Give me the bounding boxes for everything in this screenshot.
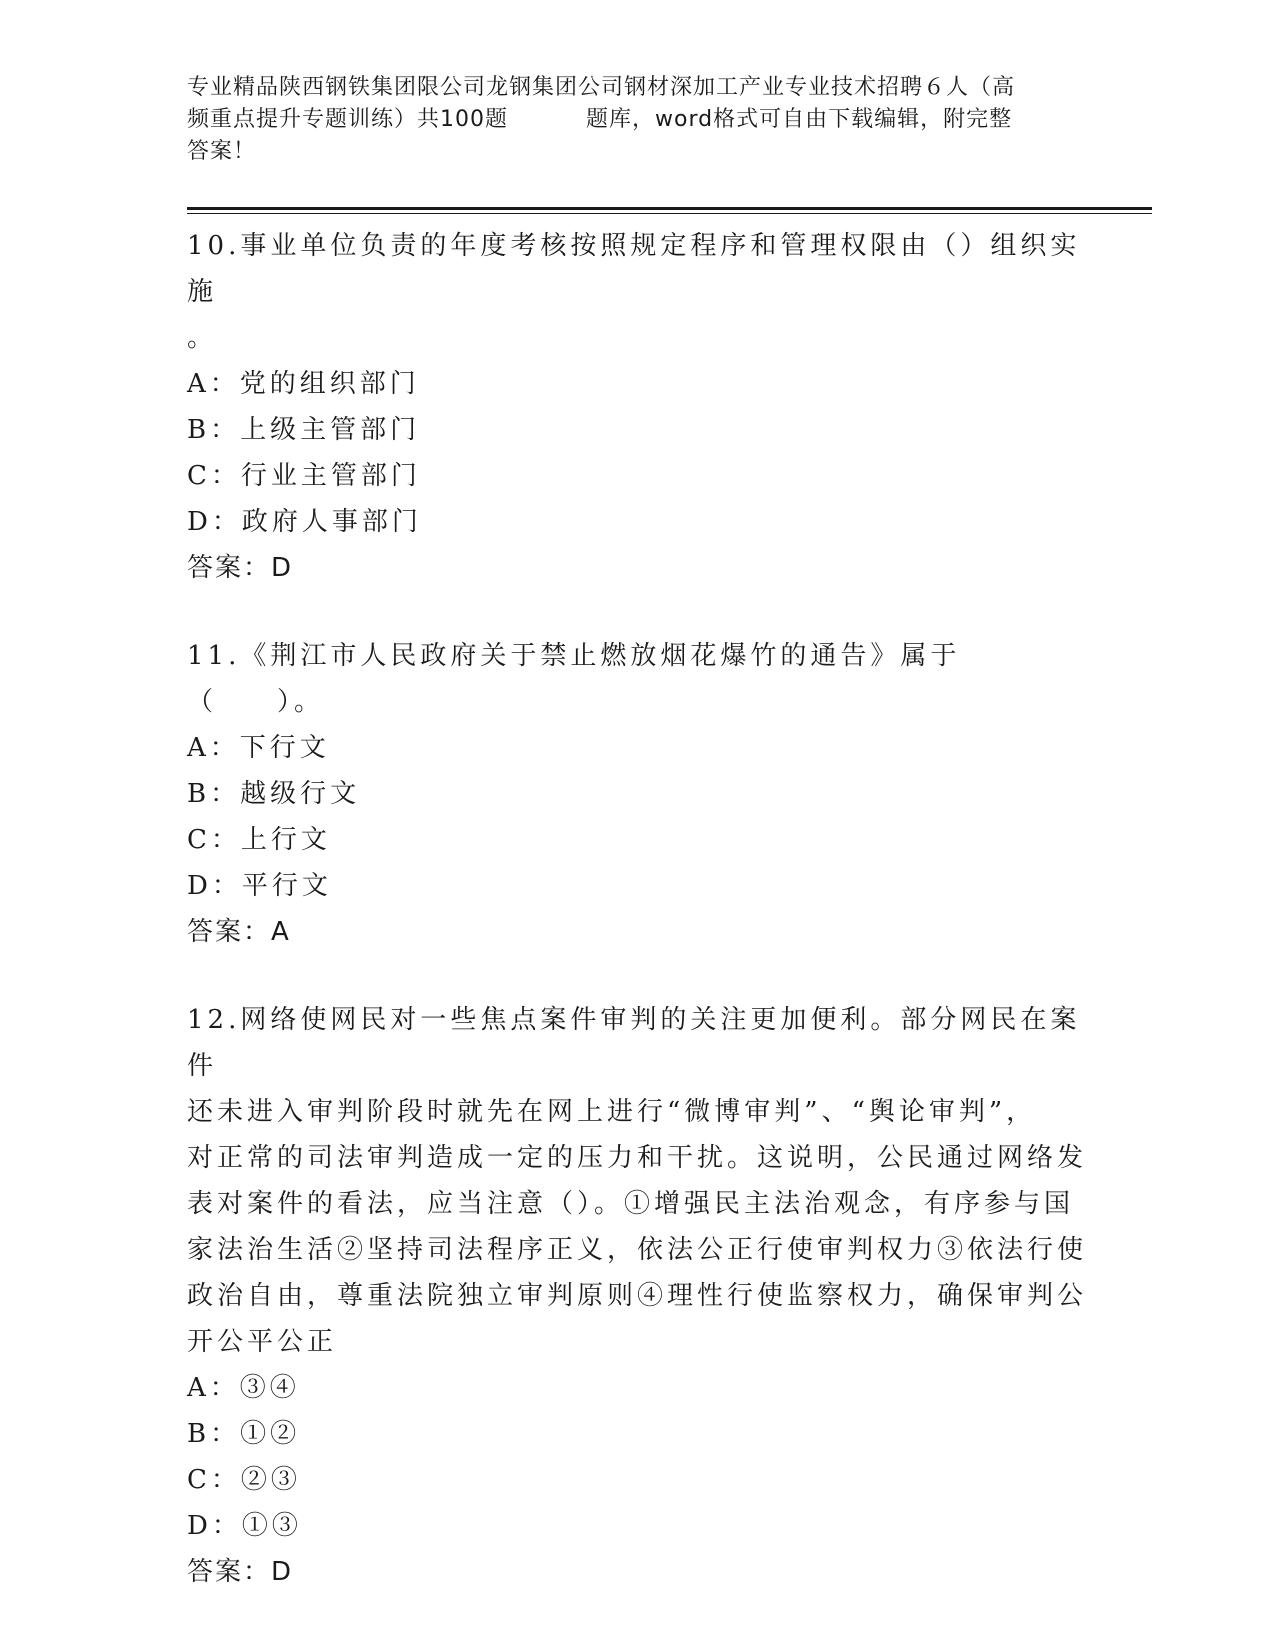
answer: 答案：D (187, 553, 294, 583)
option-a: A：③④ (187, 1373, 300, 1403)
document-header (187, 72, 1087, 168)
header-divider-thick (187, 207, 1152, 210)
header-line-2-part-1: 频重点提升专题训练）共100题 (187, 107, 508, 132)
option-b: B：上级主管部门 (187, 415, 421, 445)
option-b: B：①② (187, 1419, 301, 1449)
question-12 (187, 997, 1087, 1595)
question-stem: 11.《荆江市人民政府关于禁止燃放烟花爆竹的通告》属于（ ）。 (187, 641, 961, 717)
option-a: A：党的组织部门 (187, 369, 420, 399)
option-c: C：行业主管部门 (187, 461, 421, 491)
question-stem-line: 表对案件的看法，应当注意（）。①增强民主法治观念，有序参与国 (187, 1189, 1075, 1219)
answer: 答案：D (187, 1557, 294, 1587)
answer: 答案：A (187, 917, 291, 947)
option-d: D：平行文 (187, 871, 332, 901)
question-stem-tail: 。 (187, 323, 218, 353)
question-stem: 10.事业单位负责的年度考核按照规定程序和管理权限由（）组织实施 (187, 231, 1081, 307)
option-d: D：①③ (187, 1511, 302, 1541)
question-stem-line: 政治自由，尊重法院独立审判原则④理性行使监察权力，确保审判公 (187, 1281, 1088, 1311)
header-line-3: 答案！ (187, 139, 257, 164)
question-stem-line: 对正常的司法审判造成一定的压力和干扰。这说明，公民通过网络发 (187, 1143, 1088, 1173)
question-10 (187, 223, 1087, 591)
question-11 (187, 633, 1087, 955)
option-c: C：上行文 (187, 825, 331, 855)
option-a: A：下行文 (187, 733, 330, 763)
option-c: C：②③ (187, 1465, 301, 1495)
header-line-1: 专业精品陕西钢铁集团限公司龙钢集团公司钢材深加工产业专业技术招聘６人（高 (187, 75, 1016, 100)
question-list (187, 223, 1087, 1637)
question-stem-line: 还未进入审判阶段时就先在网上进行“微博审判”、“舆论审判”， (187, 1097, 1037, 1127)
question-stem-line: 开公平公正 (187, 1327, 338, 1357)
question-stem-line: 家法治生活②坚持司法程序正义，依法公正行使审判权力③依法行使 (187, 1235, 1088, 1265)
header-divider-thin (187, 213, 1152, 214)
question-stem-line: 12.网络使网民对一些焦点案件审判的关注更加便利。部分网民在案件 (187, 1005, 1081, 1081)
header-line-2-part-2: 题库，word格式可自由下载编辑，附完整 (586, 107, 1013, 132)
header-line-2 (187, 104, 1087, 136)
option-b: B：越级行文 (187, 779, 361, 809)
option-d: D：政府人事部门 (187, 507, 422, 537)
